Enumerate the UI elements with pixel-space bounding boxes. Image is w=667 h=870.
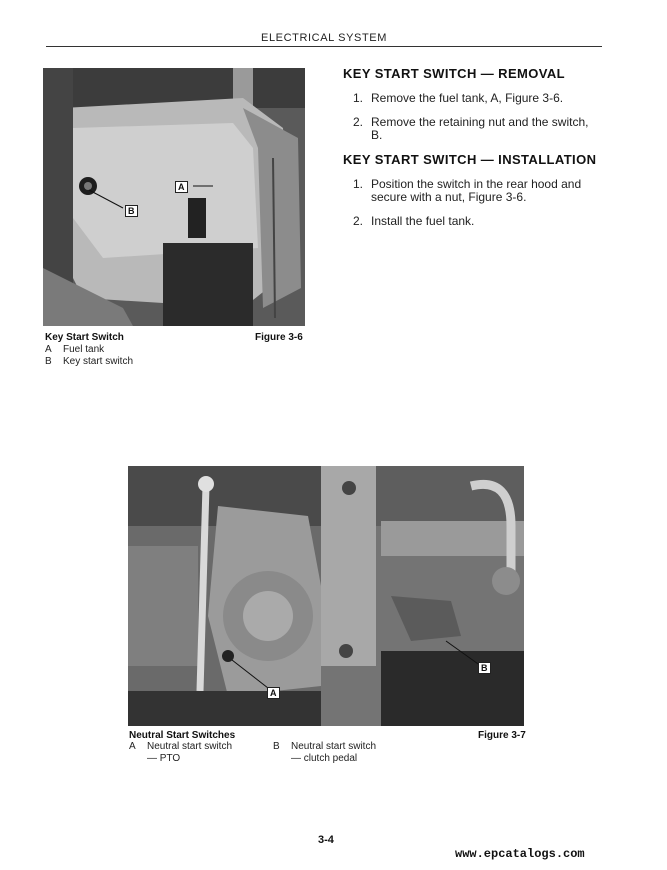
step-number: 1. [353,177,364,191]
watermark: www.epcatalogs.com [455,847,585,861]
step-text-line1: Position the switch in the rear hood and [371,177,582,191]
fuel-tank-photo [43,68,305,326]
legend-text-line1: Neutral start switch [291,741,377,752]
clutch-switch-photo [321,466,524,726]
installation-step-1 [353,177,613,205]
installation-heading: KEY START SWITCH — INSTALLATION [343,152,597,167]
callout-b: B [125,205,138,217]
pto-switch-photo [128,466,321,726]
legend-key: B [273,741,280,752]
page-number: 3-4 [318,834,334,846]
legend-key: B [45,356,52,367]
step-text-line2: secure with a nut, Figure 3-6. [371,190,527,204]
legend-key: A [129,741,136,752]
figure-3-7-legend-b [273,741,376,765]
figure-3-7-label: Figure 3-7 [478,730,526,741]
legend-key: A [45,344,52,355]
step-number: 2. [353,115,364,129]
step-text-line2: B. [371,128,383,142]
figure-3-6-legend-b [45,356,133,368]
step-text-line1: Remove the retaining nut and the switch, [371,115,589,129]
removal-step-1 [353,91,613,105]
figure-3-7-photo-left [128,466,321,726]
step-number: 2. [353,214,364,228]
callout-a: A [175,181,188,193]
step-text: Install the fuel tank. [371,214,475,228]
step-text: Remove the fuel tank, A, Figure 3-6. [371,91,564,105]
callout-a: A [267,687,280,699]
header-rule [46,46,602,47]
figure-3-6-caption-title: Key Start Switch [45,332,124,343]
figure-3-6-label: Figure 3-6 [255,332,303,343]
figure-3-7-legend-a [129,741,232,765]
legend-text: Fuel tank [63,344,105,355]
legend-text-line2: — clutch pedal [291,753,358,764]
figure-3-7-photo-right [321,466,524,726]
removal-heading: KEY START SWITCH — REMOVAL [343,66,566,81]
legend-text-line1: Neutral start switch [147,741,233,752]
step-number: 1. [353,91,364,105]
installation-step-2 [353,214,613,228]
legend-text: Key start switch [63,356,134,367]
legend-text-line2: — PTO [147,753,181,764]
figure-3-6-legend-a [45,344,104,356]
figure-3-6-photo [43,68,305,326]
removal-step-2 [353,115,613,143]
figure-3-7-caption-title: Neutral Start Switches [129,730,236,741]
callout-b: B [478,662,491,674]
section-header: ELECTRICAL SYSTEM [261,32,387,44]
